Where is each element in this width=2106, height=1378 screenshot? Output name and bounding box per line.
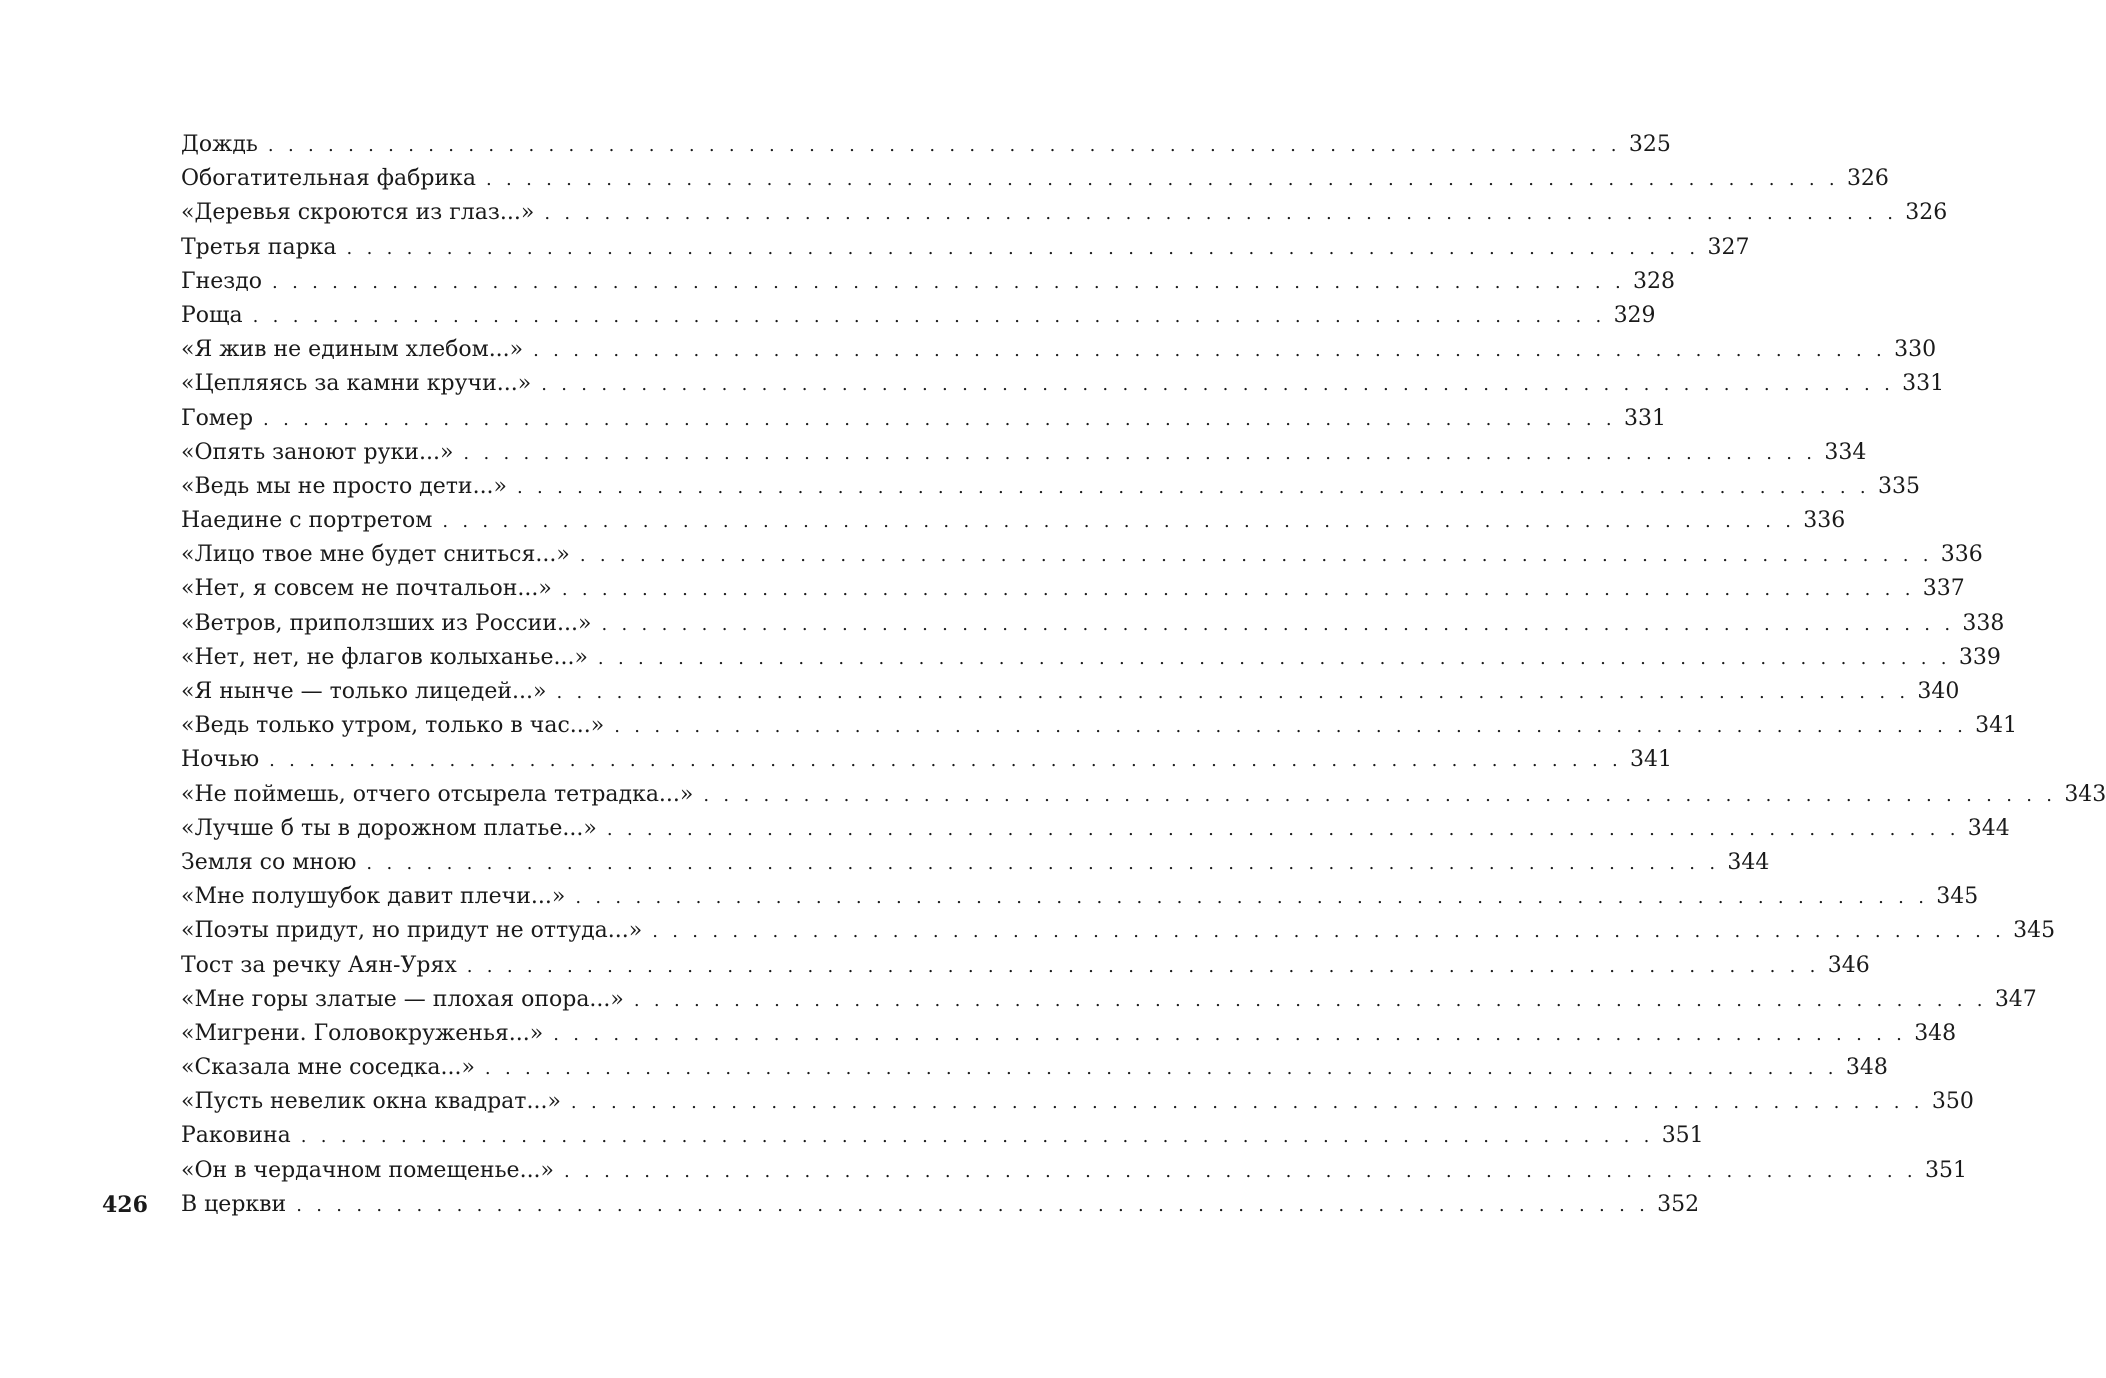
toc-entry-leader: . . . . . . . . . . . . . . . . . . . . . . . . . . . . . . . . . . . . . . . . . . . . . . . . . . . . . . . . . . . . . . . . . . . . xyxy=(633,989,1987,1011)
toc-entry-title: Раковина xyxy=(181,1123,291,1149)
toc-entry xyxy=(181,1188,1700,1222)
toc-entry-page: 344 xyxy=(1727,849,1770,875)
toc-entry xyxy=(181,436,1867,470)
toc-entry xyxy=(181,846,1770,880)
toc-entry-leader: . . . . . . . . . . . . . . . . . . . . . . . . . . . . . . . . . . . . . . . . . . . . . . . . . . . . . . . . . . . . . . . . . . . . xyxy=(652,921,2006,943)
toc-entry xyxy=(181,299,1656,333)
toc-entry-title: Роща xyxy=(181,302,243,328)
toc-entry-page: 326 xyxy=(1846,166,1889,192)
toc-entry xyxy=(181,812,2010,846)
toc-entry-leader: . . . . . . . . . . . . . . . . . . . . . . . . . . . . . . . . . . . . . . . . . . . . . . . . . . . . . . . . . . . . . . . . . . . . xyxy=(252,305,1606,327)
toc-entry-leader: . . . . . . . . . . . . . . . . . . . . . . . . . . . . . . . . . . . . . . . . . . . . . . . . . . . . . . . . . . . . . . . . . . . . xyxy=(570,1092,1924,1114)
toc-entry-leader: . . . . . . . . . . . . . . . . . . . . . . . . . . . . . . . . . . . . . . . . . . . . . . . . . . . . . . . . . . . . . . . . . . . . xyxy=(517,476,1870,498)
toc-entry-leader: . . . . . . . . . . . . . . . . . . . . . . . . . . . . . . . . . . . . . . . . . . . . . . . . . . . . . . . . . . . . . . . . . . . . xyxy=(484,1058,1838,1080)
toc-entry-title: Обогатительная фабрика xyxy=(181,166,476,192)
toc-entry-title: «Сказала мне соседка...» xyxy=(181,1055,475,1081)
toc-entry-page: 334 xyxy=(1824,439,1867,465)
toc-entry-title: Третья парка xyxy=(181,234,337,260)
toc-entry-page: 340 xyxy=(1917,679,1960,704)
toc-entry-page: 345 xyxy=(1936,884,1979,910)
toc-entry-title: Гомер xyxy=(181,405,254,431)
toc-entry-title: Земля со мною xyxy=(181,849,357,875)
toc-entry-title: «Он в чердачном помещенье...» xyxy=(181,1157,555,1183)
toc-entry-leader: . . . . . . . . . . . . . . . . . . . . . . . . . . . . . . . . . . . . . . . . . . . . . . . . . . . . . . . . . . . . . . . . . . . . xyxy=(564,1160,1917,1182)
toc-entry-page: 336 xyxy=(1803,508,1846,534)
toc-entry xyxy=(181,949,1870,983)
toc-entry xyxy=(181,743,1673,777)
toc-entry xyxy=(181,470,1920,504)
toc-entry xyxy=(181,333,1937,367)
toc-entry-page: 338 xyxy=(1962,610,2005,636)
toc-entry xyxy=(181,265,1675,299)
toc-entry-leader: . . . . . . . . . . . . . . . . . . . . . . . . . . . . . . . . . . . . . . . . . . . . . . . . . . . . . . . . . . . . . . . . . . . . xyxy=(263,408,1616,430)
toc-entry-title: «Лицо твое мне будет сниться...» xyxy=(181,542,570,568)
toc-entry-page: 327 xyxy=(1707,234,1750,260)
toc-entry xyxy=(181,367,1945,401)
toc-entry xyxy=(181,538,1983,572)
toc-entry xyxy=(181,162,1889,196)
toc-entry-leader: . . . . . . . . . . . . . . . . . . . . . . . . . . . . . . . . . . . . . . . . . . . . . . . . . . . . . . . . . . . . . . . . . . . . xyxy=(544,203,1898,225)
toc-entry-page: 331 xyxy=(1623,405,1666,431)
toc-entry-title: Дождь xyxy=(181,132,258,157)
toc-entry xyxy=(181,572,1965,606)
toc-entry xyxy=(181,1119,1704,1153)
toc-entry-leader: . . . . . . . . . . . . . . . . . . . . . . . . . . . . . . . . . . . . . . . . . . . . . . . . . . . . . . . . . . . . . . . . . . . . xyxy=(561,579,1915,601)
toc-entry-title: «Пусть невелик окна квадрат...» xyxy=(181,1089,561,1115)
toc-entry xyxy=(181,504,1846,538)
toc-entry-leader: . . . . . . . . . . . . . . . . . . . . . . . . . . . . . . . . . . . . . . . . . . . . . . . . . . . . . . . . . . . . . . . . . . . . xyxy=(597,647,1951,669)
toc-entry-leader: . . . . . . . . . . . . . . . . . . . . . . . . . . . . . . . . . . . . . . . . . . . . . . . . . . . . . . . . . . . . . . . . . . . . xyxy=(442,511,1796,533)
toc-entry-title: Гнездо xyxy=(181,268,263,294)
toc-entry xyxy=(181,1085,1974,1119)
toc-entry xyxy=(181,607,2005,641)
toc-entry-page: 350 xyxy=(1931,1089,1974,1115)
toc-entry-title: «Нет, нет, не флагов колыханье...» xyxy=(181,644,588,670)
toc-entry-title: «Я нынче — только лицедей...» xyxy=(181,679,547,704)
toc-entry-leader: . . . . . . . . . . . . . . . . . . . . . . . . . . . . . . . . . . . . . . . . . . . . . . . . . . . . . . . . . . . . . . . . . . . . xyxy=(269,750,1623,772)
toc-entry-leader: . . . . . . . . . . . . . . . . . . . . . . . . . . . . . . . . . . . . . . . . . . . . . . . . . . . . . . . . . . . . . . . . . . . . xyxy=(606,818,1960,840)
toc-entry-leader: . . . . . . . . . . . . . . . . . . . . . . . . . . . . . . . . . . . . . . . . . . . . . . . . . . . . . . . . . . . . . . . . . . . . xyxy=(267,135,1621,156)
toc-entry-page: 341 xyxy=(1975,713,2018,739)
toc-entry-page: 343 xyxy=(2064,781,2106,807)
toc-entry-leader: . . . . . . . . . . . . . . . . . . . . . . . . . . . . . . . . . . . . . . . . . . . . . . . . . . . . . . . . . . . . . . . . . . . . xyxy=(533,340,1887,362)
toc-entry-leader: . . . . . . . . . . . . . . . . . . . . . . . . . . . . . . . . . . . . . . . . . . . . . . . . . . . . . . . . . . . . . . . . . . . . xyxy=(366,852,1720,874)
toc-entry-title: «Лучше б ты в дорожном платье...» xyxy=(181,815,597,841)
toc-entry xyxy=(181,709,2018,743)
toc-entry-leader: . . . . . . . . . . . . . . . . . . . . . . . . . . . . . . . . . . . . . . . . . . . . . . . . . . . . . . . . . . . . . . . . . . . . xyxy=(541,374,1895,396)
toc-entry-page: 331 xyxy=(1902,371,1945,397)
toc-entry-title: «Цепляясь за камни кручи...» xyxy=(181,371,532,397)
toc-entry-page: 330 xyxy=(1894,337,1937,363)
toc-entry-title: В церкви xyxy=(181,1191,287,1217)
toc-entry-title: Наедине с портретом xyxy=(181,508,433,534)
toc-entry-title: Тост за речку Аян-Урях xyxy=(181,952,457,978)
toc-entry-page: 325 xyxy=(1628,132,1671,157)
toc-entry-title: «Опять заноют руки...» xyxy=(181,439,454,465)
toc-entry-leader: . . . . . . . . . . . . . . . . . . . . . . . . . . . . . . . . . . . . . . . . . . . . . . . . . . . . . . . . . . . . . . . . . . . . xyxy=(703,784,2057,806)
toc-entry-title: «Деревья скроются из глаз...» xyxy=(181,200,535,226)
toc-entry xyxy=(181,1051,1888,1085)
toc-entry-page: 329 xyxy=(1613,302,1656,328)
toc-entry-title: «Мигрени. Головокруженья...» xyxy=(181,1020,544,1046)
toc-entry xyxy=(181,778,2106,812)
toc-entry-leader: . . . . . . . . . . . . . . . . . . . . . . . . . . . . . . . . . . . . . . . . . . . . . . . . . . . . . . . . . . . . . . . . . . . . xyxy=(300,1126,1654,1148)
toc-entry-page: 326 xyxy=(1905,200,1948,226)
toc-entry-title: «Ведь только утром, только в час...» xyxy=(181,713,605,739)
toc-entry-page: 352 xyxy=(1657,1191,1700,1217)
toc-entry-leader: . . . . . . . . . . . . . . . . . . . . . . . . . . . . . . . . . . . . . . . . . . . . . . . . . . . . . . . . . . . . . . . . . . . . xyxy=(556,682,1910,703)
toc-entry xyxy=(181,914,2056,948)
toc-entry-page: 345 xyxy=(2013,918,2056,944)
toc-entry-leader: . . . . . . . . . . . . . . . . . . . . . . . . . . . . . . . . . . . . . . . . . . . . . . . . . . . . . . . . . . . . . . . . . . . . xyxy=(466,955,1820,977)
toc-entry-page: 337 xyxy=(1922,576,1965,602)
toc-entry xyxy=(181,675,1960,709)
toc-entry-title: «Я жив не единым хлебом...» xyxy=(181,337,524,363)
toc-entry-title: «Нет, я совсем не почтальон...» xyxy=(181,576,552,602)
toc-entry xyxy=(181,402,1666,436)
toc-entry xyxy=(181,1154,1967,1188)
toc-entry-leader: . . . . . . . . . . . . . . . . . . . . . . . . . . . . . . . . . . . . . . . . . . . . . . . . . . . . . . . . . . . . . . . . . . . . xyxy=(486,169,1839,191)
toc-entry xyxy=(181,880,1979,914)
toc-entry-page: 347 xyxy=(1994,986,2037,1012)
toc-entry-page: 351 xyxy=(1661,1123,1704,1149)
toc-entry-leader: . . . . . . . . . . . . . . . . . . . . . . . . . . . . . . . . . . . . . . . . . . . . . . . . . . . . . . . . . . . . . . . . . . . . xyxy=(272,271,1625,293)
toc-entry-leader: . . . . . . . . . . . . . . . . . . . . . . . . . . . . . . . . . . . . . . . . . . . . . . . . . . . . . . . . . . . . . . . . . . . . xyxy=(553,1023,1907,1045)
toc-entry-title: «Мне горы златые — плохая опора...» xyxy=(181,986,624,1012)
toc-entry-page: 339 xyxy=(1958,644,2001,670)
toc-entry xyxy=(181,983,2037,1017)
toc-entry-leader: . . . . . . . . . . . . . . . . . . . . . . . . . . . . . . . . . . . . . . . . . . . . . . . . . . . . . . . . . . . . . . . . . . . . xyxy=(296,1194,1650,1216)
toc-entry-leader: . . . . . . . . . . . . . . . . . . . . . . . . . . . . . . . . . . . . . . . . . . . . . . . . . . . . . . . . . . . . . . . . . . . . xyxy=(346,237,1700,259)
page-number: 426 xyxy=(102,1192,148,1218)
toc-entry-title: «Не поймешь, отчего отсырела тетрадка...» xyxy=(181,781,694,807)
toc-entry-page: 346 xyxy=(1827,952,1870,978)
toc-entry-page: 348 xyxy=(1845,1055,1888,1081)
table-of-contents xyxy=(181,128,2106,1222)
toc-entry-page: 351 xyxy=(1924,1157,1967,1183)
toc-entry-leader: . . . . . . . . . . . . . . . . . . . . . . . . . . . . . . . . . . . . . . . . . . . . . . . . . . . . . . . . . . . . . . . . . . . . xyxy=(601,613,1955,635)
toc-entry-leader: . . . . . . . . . . . . . . . . . . . . . . . . . . . . . . . . . . . . . . . . . . . . . . . . . . . . . . . . . . . . . . . . . . . . xyxy=(579,545,1933,567)
toc-entry-page: 348 xyxy=(1914,1020,1957,1046)
toc-entry-page: 335 xyxy=(1877,473,1920,499)
toc-entry-title: «Мне полушубок давит плечи...» xyxy=(181,884,566,910)
toc-entry-title: «Поэты придут, но придут не оттуда...» xyxy=(181,918,643,944)
toc-entry-leader: . . . . . . . . . . . . . . . . . . . . . . . . . . . . . . . . . . . . . . . . . . . . . . . . . . . . . . . . . . . . . . . . . . . . xyxy=(614,716,1968,738)
toc-entry xyxy=(181,128,1671,162)
toc-entry-title: Ночью xyxy=(181,747,260,773)
toc-entry-page: 341 xyxy=(1630,747,1673,773)
toc-entry-title: «Ветров, приползших из России...» xyxy=(181,610,592,636)
toc-entry xyxy=(181,1017,1957,1051)
toc-entry-leader: . . . . . . . . . . . . . . . . . . . . . . . . . . . . . . . . . . . . . . . . . . . . . . . . . . . . . . . . . . . . . . . . . . . . xyxy=(575,887,1929,909)
toc-entry xyxy=(181,196,1948,230)
toc-entry-page: 336 xyxy=(1940,542,1983,568)
toc-entry-page: 344 xyxy=(1967,815,2010,841)
toc-entry-page: 328 xyxy=(1632,268,1675,294)
toc-entry-title: «Ведь мы не просто дети...» xyxy=(181,473,508,499)
toc-entry xyxy=(181,641,2001,675)
toc-entry-leader: . . . . . . . . . . . . . . . . . . . . . . . . . . . . . . . . . . . . . . . . . . . . . . . . . . . . . . . . . . . . . . . . . . . . xyxy=(463,442,1817,464)
toc-entry xyxy=(181,231,1750,265)
